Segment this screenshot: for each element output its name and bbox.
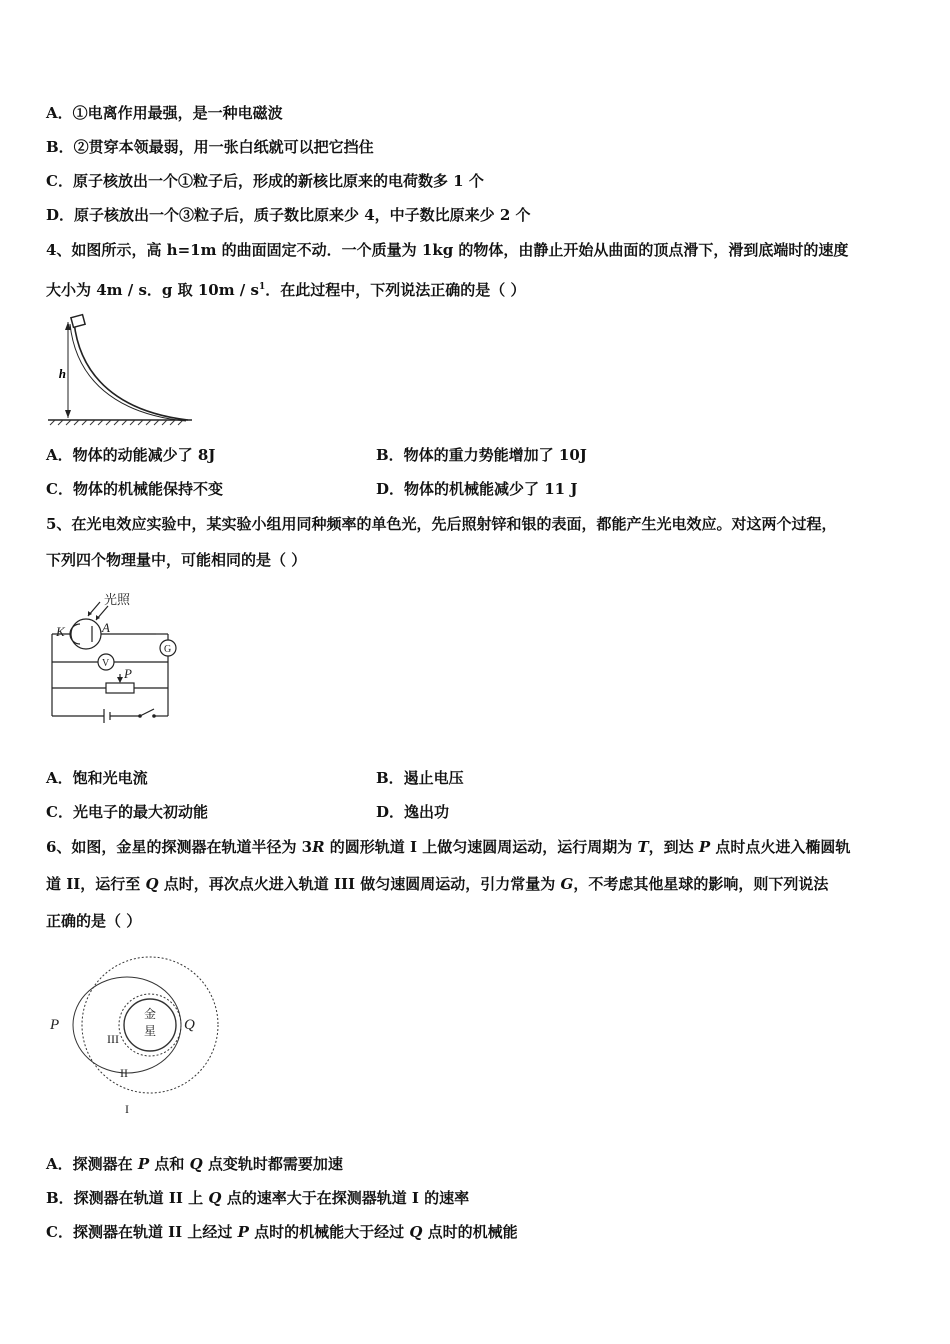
q3-option-c: C．原子核放出一个①粒子后，形成的新核比原来的电荷数多 1 个: [46, 172, 484, 190]
q6-fig-label-p: P: [50, 1017, 60, 1033]
q3-option-d: D．原子核放出一个③粒子后，质子数比原来少 4，中子数比原来少 2 个: [46, 206, 531, 224]
q6-option-c: C．探测器在轨道 II 上经过 P 点时的机械能大于经过 Q 点时的机械能: [46, 1223, 518, 1241]
q5-fig-label-p: P: [124, 666, 132, 681]
q6-fig-label-venus-1: 金: [144, 1007, 157, 1021]
q5-photoelectric-circuit-figure: [44, 588, 194, 723]
q6-fig-label-orbit-ii: II: [120, 1066, 128, 1080]
q3-option-a: A．①电离作用最强，是一种电磁波: [46, 104, 283, 122]
q5-fig-label-a: A: [102, 620, 110, 635]
q4-option-d: D．物体的机械能减少了 11 J: [376, 480, 578, 498]
q6-option-b: B．探测器在轨道 II 上 Q 点的速率大于在探测器轨道 I 的速率: [46, 1189, 470, 1207]
q6-fig-label-orbit-iii: III: [107, 1032, 119, 1046]
q5-option-b: B．遏止电压: [376, 769, 464, 787]
q4-stem-line2: 大小为 4m / s．g 取 $10m / s^1$．在此过程中，下列说法正确的是（ ）: [46, 281, 526, 299]
q3-option-b: B．②贯穿本领最弱，用一张白纸就可以把它挡住: [46, 138, 374, 156]
q6-fig-label-venus-2: 星: [144, 1024, 157, 1038]
q5-stem-line1: 5、在光电效应实验中，某实验小组用同种频率的单色光，先后照射锌和银的表面，都能产生光电效应。对这两个过程，: [46, 515, 837, 533]
q5-option-c: C．光电子的最大初动能: [46, 803, 208, 821]
q6-stem-line1: 6、如图，金星的探测器在轨道半径为 3R 的圆形轨道 I 上做匀速圆周运动，运行周期为 T，到达 P 点时点火进入椭圆轨: [46, 838, 851, 856]
q4-stem-line1: 4、如图所示，高 h=1m 的曲面固定不动．一个质量为 1kg 的物体，由静止开始从曲面的顶点滑下，滑到底端时的速度: [46, 241, 849, 259]
q4-option-a: A．物体的动能减少了 8J: [46, 446, 216, 464]
q6-fig-label-orbit-i: I: [125, 1102, 129, 1116]
q6-stem-line2: 道 II，运行至 Q 点时，再次点火进入轨道 III 做匀速圆周运动，引力常量为 G，不考虑其他星球的影响，则下列说法: [46, 875, 829, 893]
q6-option-a: A．探测器在 P 点和 Q 点变轨时都需要加速: [46, 1155, 343, 1173]
q5-fig-label-v: V: [102, 658, 110, 669]
q5-option-a: A．饱和光电流: [46, 769, 148, 787]
q5-fig-label-k: K: [56, 624, 65, 639]
q5-stem-line2: 下列四个物理量中，可能相同的是（ ）: [46, 551, 307, 569]
q5-fig-label-light: 光照: [104, 592, 131, 607]
q4-fig-label-h: h: [58, 366, 66, 381]
q4-option-c: C．物体的机械能保持不变: [46, 480, 223, 498]
q5-option-d: D．逸出功: [376, 803, 450, 821]
q6-orbit-figure: [40, 945, 240, 1120]
q4-option-b: B．物体的重力势能增加了 10J: [376, 446, 587, 464]
q6-stem-line3: 正确的是（ ）: [46, 912, 142, 930]
q5-fig-label-g: G: [164, 644, 172, 655]
q4-curved-ramp-figure: [40, 308, 200, 428]
q6-fig-label-q: Q: [184, 1017, 195, 1033]
